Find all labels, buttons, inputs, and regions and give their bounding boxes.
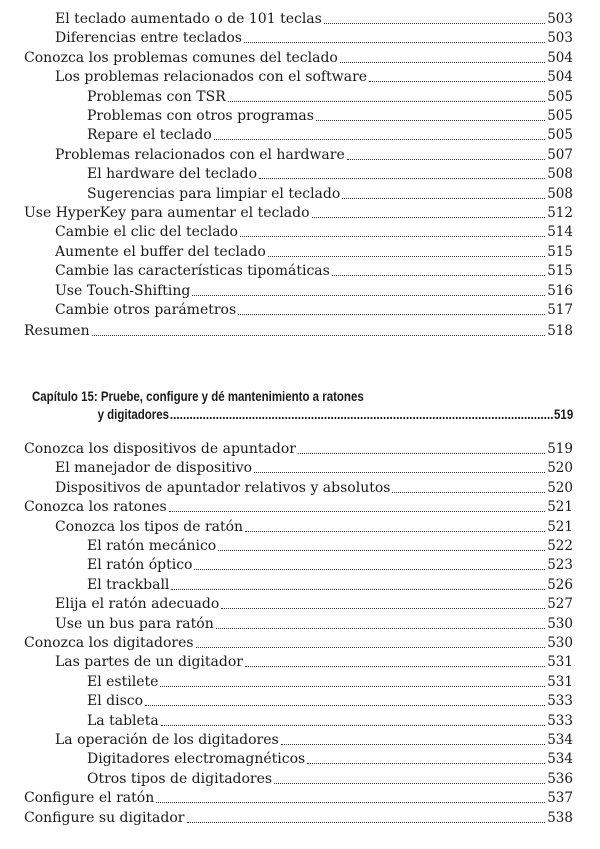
leader-dots [221, 608, 545, 609]
leader-dots [169, 511, 545, 512]
toc-entry-title: Conozca los tipos de ratón [55, 518, 244, 535]
toc-entry-title: El hardware del teclado [87, 166, 258, 183]
toc-entry [55, 147, 573, 164]
toc-entry-page: 508 [547, 166, 573, 183]
toc-entry-page: 531 [547, 673, 573, 690]
toc-entry-page: 530 [547, 635, 573, 651]
toc-entry [55, 519, 573, 536]
toc-entry-page: 515 [547, 243, 573, 260]
toc-entry-title: Problemas con otros programas [87, 108, 314, 124]
toc-entry-page: 527 [547, 596, 573, 613]
toc-entry [55, 244, 573, 261]
leader-dots [216, 628, 545, 629]
toc-entry-title: Resumen [24, 323, 90, 340]
toc-entry-page: 536 [547, 770, 573, 787]
toc-entry-page: 518 [547, 323, 573, 340]
toc-entry-title: Elija el ratón adecuado [55, 596, 220, 613]
toc-entry-title: Los problemas relacionados con el software [55, 69, 368, 86]
leader-dots [392, 492, 545, 493]
toc-entry-title: La operación de los digitadores [55, 732, 279, 748]
toc-entry [24, 790, 573, 807]
toc-entry-title: El trackball [87, 576, 170, 593]
toc-entry-page: 505 [547, 108, 573, 124]
toc-entry [87, 751, 573, 768]
toc-entry-page: 512 [547, 205, 573, 221]
toc-entry-page: 515 [547, 263, 573, 280]
toc-entry [55, 654, 573, 671]
toc-entry-title: La tableta [87, 712, 159, 729]
toc-entry [24, 499, 573, 516]
leader-dots [298, 453, 545, 454]
chapter-title-line2 [32, 405, 573, 423]
toc-entry-title: Conozca los problemas comunes del teclado [24, 49, 338, 66]
toc-entry-title: Conozca los dispositivos de apuntador [24, 441, 296, 457]
toc-entry [24, 441, 573, 458]
leader-dots [192, 295, 545, 296]
toc-entry-page: 533 [547, 693, 573, 710]
chapter-title-text-2: y digitadores [97, 406, 170, 422]
toc-entry-title: Digitadores electromagnéticos [87, 751, 306, 768]
toc-entry-title: Cambie las características tipomáticas [55, 263, 330, 280]
toc-entry-page: 505 [547, 127, 573, 144]
toc-entry-page: 503 [547, 11, 573, 27]
toc-entry [55, 263, 573, 280]
leader-dots [268, 256, 545, 257]
leader-dots [324, 23, 545, 24]
leader-dots [228, 101, 545, 102]
toc-entry-page: 531 [547, 654, 573, 671]
toc-entry-page: 521 [547, 499, 573, 516]
toc-entry [87, 771, 573, 788]
toc-entry [24, 50, 573, 67]
toc-entry-page: 521 [547, 518, 573, 535]
toc-entry-page: 520 [547, 460, 573, 477]
toc-entry-title: Use un bus para ratón [55, 615, 214, 632]
toc-entry-page: 522 [547, 538, 573, 554]
toc-entry [24, 323, 573, 340]
leader-dots [245, 531, 545, 532]
toc-entry-title: El ratón óptico [87, 557, 193, 574]
toc-entry-title: Configure el ratón [24, 790, 155, 807]
toc-entry [55, 283, 573, 300]
chapter-leader-dots [171, 417, 553, 419]
toc-entry [55, 596, 573, 613]
toc-entry-page: 517 [547, 302, 573, 318]
leader-dots [332, 275, 545, 276]
toc-entry-title: Otros tipos de digitadores [87, 770, 273, 787]
toc-entry-title: Conozca los digitadores [24, 635, 194, 651]
leader-dots [245, 666, 545, 667]
toc-entry-title: Conozca los ratones [24, 499, 167, 516]
leader-dots [312, 217, 546, 218]
chapter-title-text-1: Capítulo 15: Pruebe, configure y dé mantenimiento a ratones [32, 388, 364, 404]
toc-entry-page: 523 [547, 557, 573, 574]
toc-entry-title: Configure su digitador [24, 809, 185, 826]
toc-entry-title: El estilete [87, 673, 159, 690]
toc-entry [87, 674, 573, 691]
toc-entry [55, 732, 573, 749]
toc-entry-page: 533 [547, 712, 573, 729]
toc-entry-title: Use HyperKey para aumentar el teclado [24, 205, 310, 221]
leader-dots [187, 822, 546, 823]
toc-entry-title: El disco [87, 693, 144, 710]
toc-entry [55, 224, 573, 241]
leader-dots [196, 647, 546, 648]
toc-entry-page: 516 [547, 282, 573, 299]
toc-entry [55, 30, 573, 47]
chapter-heading [32, 387, 573, 423]
toc-entry [24, 635, 573, 652]
toc-entry-title: Problemas con TSR [87, 88, 226, 105]
leader-dots [145, 705, 545, 706]
toc-entry [87, 557, 573, 574]
leader-dots [156, 802, 545, 803]
toc-entry [87, 108, 573, 125]
toc-entry-title: Problemas relacionados con el hardware [55, 146, 345, 163]
leader-dots [281, 744, 546, 745]
toc-entry-page: 505 [547, 88, 573, 105]
leader-dots [238, 314, 545, 315]
toc-entry-title: El manejador de dispositivo [55, 460, 253, 477]
toc-entry-page: 520 [547, 479, 573, 496]
toc-entry-page: 534 [547, 751, 573, 768]
toc-entry-page: 538 [547, 809, 573, 826]
leader-dots [171, 589, 545, 590]
toc-entry-title: Cambie otros parámetros [55, 302, 237, 318]
toc-entry [55, 616, 573, 633]
toc-entry [55, 11, 573, 28]
toc-entry [55, 69, 573, 86]
toc-entry-title: Sugerencias para limpiar el teclado [87, 185, 341, 202]
leader-dots [340, 62, 545, 63]
toc-entry-page: 514 [547, 224, 573, 241]
toc-entry-page: 519 [547, 441, 573, 457]
toc-entry-page: 537 [547, 790, 573, 807]
toc-entry-title: Aumente el buffer del teclado [55, 243, 266, 260]
leader-dots [218, 550, 545, 551]
leader-dots [347, 159, 545, 160]
toc-entry-page: 534 [547, 732, 573, 748]
toc-entry-page: 530 [547, 615, 573, 632]
leader-dots [254, 472, 545, 473]
toc-entry [24, 205, 573, 222]
leader-dots [160, 686, 545, 687]
chapter-title-line1 [32, 387, 573, 405]
leader-dots [342, 198, 545, 199]
leader-dots [274, 783, 545, 784]
leader-dots [194, 569, 545, 570]
toc-entry-title: Repare el teclado [87, 127, 212, 144]
toc-entry [24, 810, 573, 827]
toc-entry [87, 713, 573, 730]
leader-dots [259, 178, 545, 179]
leader-dots [214, 139, 545, 140]
toc-entry-page: 507 [547, 146, 573, 163]
toc-entry-page: 503 [547, 30, 573, 47]
leader-dots [244, 42, 545, 43]
chapter-page-number: 519 [554, 406, 574, 422]
leader-dots [92, 335, 546, 336]
toc-entry [87, 127, 573, 144]
toc-entry-page: 504 [547, 49, 573, 66]
leader-dots [369, 81, 545, 82]
toc-entry [87, 538, 573, 555]
toc-entry-title: El teclado aumentado o de 101 teclas [55, 11, 322, 27]
toc-entry [55, 480, 573, 497]
toc-entry-title: Use Touch-Shifting [55, 282, 191, 299]
toc-entry-page: 508 [547, 185, 573, 202]
toc-entry-title: Las partes de un digitador [55, 654, 243, 671]
leader-dots [316, 120, 545, 121]
toc-entry [87, 577, 573, 594]
toc-entry-page: 504 [547, 69, 573, 86]
toc-entry-page: 526 [547, 576, 573, 593]
toc-entry [87, 89, 573, 106]
leader-dots [307, 763, 545, 764]
toc-entry [87, 693, 573, 710]
toc-entry-title: Cambie el clic del teclado [55, 224, 238, 241]
toc-entry-title: El ratón mecánico [87, 538, 217, 554]
toc-entry [87, 166, 573, 183]
leader-dots [161, 725, 545, 726]
toc-entry [55, 460, 573, 477]
toc-entry [87, 186, 573, 203]
toc-entry-title: Diferencias entre teclados [55, 30, 242, 47]
toc-entry [55, 302, 573, 319]
toc-entry-title: Dispositivos de apuntador relativos y absolutos [55, 479, 391, 496]
leader-dots [240, 236, 545, 237]
